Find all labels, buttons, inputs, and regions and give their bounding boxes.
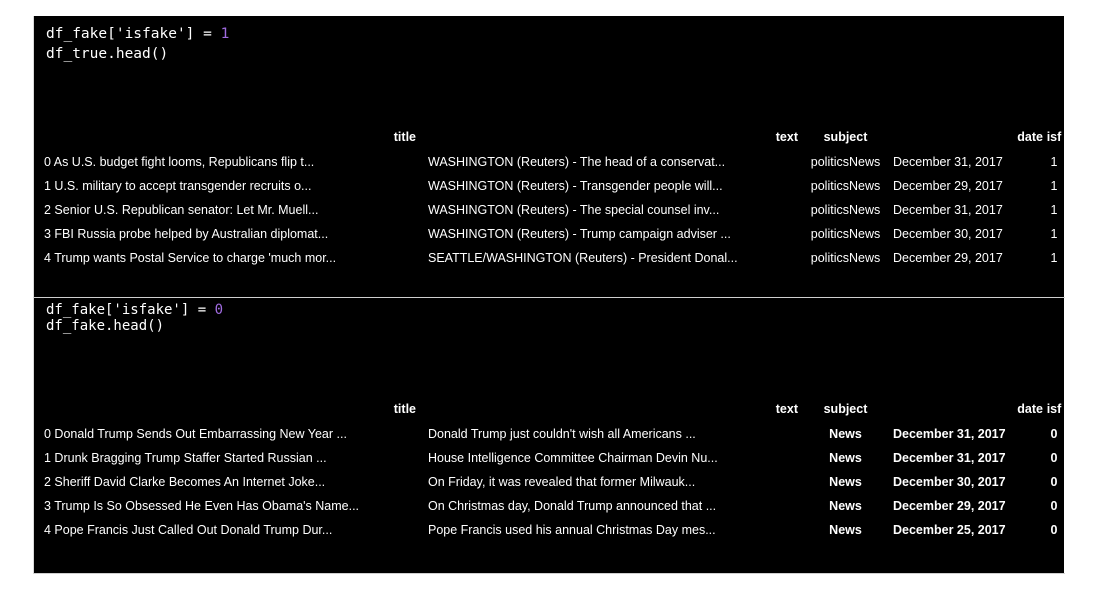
column-header-subject: subject: [823, 402, 868, 416]
cell-subject: News: [829, 499, 862, 513]
cell-date: December 25, 2017: [893, 523, 1006, 537]
cell-subject: News: [829, 427, 862, 441]
cell-text: Pope Francis used his annual Christmas Day mes...: [428, 523, 716, 537]
cell-date: December 31, 2017: [893, 203, 1003, 217]
cell-isfake: 0: [1050, 499, 1058, 513]
table-row: [44, 150, 1065, 174]
table-header-row: [44, 124, 1065, 150]
cell-isfake: 0: [1050, 523, 1058, 537]
cell-title: 4 Pope Francis Just Called Out Donald Trump Dur...: [44, 523, 333, 537]
table-row: [44, 446, 1065, 470]
cell-subject: politicsNews: [810, 227, 881, 241]
cell-date: December 30, 2017: [893, 227, 1003, 241]
cell-text: House Intelligence Committee Chairman Devin Nu...: [428, 451, 718, 465]
table-row: [44, 518, 1065, 542]
dataframe-table: [44, 124, 1065, 270]
cell-text: WASHINGTON (Reuters) - Transgender people will...: [428, 179, 723, 193]
code-line: df_fake['isfake'] = 0: [46, 302, 224, 318]
cell-text: WASHINGTON (Reuters) - Trump campaign adviser ...: [428, 227, 731, 241]
table-row: [44, 174, 1065, 198]
cell-date: December 29, 2017: [893, 251, 1003, 265]
column-header-date: date: [1017, 130, 1043, 144]
code-line: df_fake.head(): [46, 318, 165, 334]
cell-text: On Christmas day, Donald Trump announced that ...: [428, 499, 717, 513]
cell-title: 2 Sheriff David Clarke Becomes An Internet Joke...: [44, 475, 326, 489]
column-header-title: title: [393, 130, 416, 144]
table-row: [44, 222, 1065, 246]
cell-title: 3 FBI Russia probe helped by Australian diplomat...: [44, 227, 329, 241]
notebook-cell-1: [33, 16, 1065, 298]
cell-isfake: 0: [1050, 475, 1058, 489]
column-header-isfake: isf: [1046, 130, 1062, 144]
cell-date: December 29, 2017: [893, 499, 1006, 513]
cell-date: December 31, 2017: [893, 155, 1003, 169]
cell-subject: politicsNews: [810, 179, 881, 193]
column-header-date: date: [1017, 402, 1043, 416]
cell-isfake: 0: [1050, 427, 1058, 441]
table-row: [44, 422, 1065, 446]
cell-subject: politicsNews: [810, 203, 881, 217]
cell-isfake: 1: [1050, 251, 1058, 265]
cell-date: December 30, 2017: [893, 475, 1006, 489]
cell-text: WASHINGTON (Reuters) - The special counsel inv...: [428, 203, 720, 217]
cell-isfake: 1: [1050, 227, 1058, 241]
table-row: [44, 198, 1065, 222]
dataframe-table: [44, 396, 1065, 542]
cell-title: 1 U.S. military to accept transgender recruits o...: [44, 179, 312, 193]
cell-title: 2 Senior U.S. Republican senator: Let Mr. Muell...: [44, 203, 319, 217]
column-header-text: text: [775, 402, 798, 416]
cell-subject: News: [829, 523, 862, 537]
cell-isfake: 1: [1050, 155, 1058, 169]
cell-isfake: 0: [1050, 451, 1058, 465]
code-line: df_true.head(): [46, 46, 169, 62]
number-literal: 1: [220, 26, 230, 42]
cell-isfake: 1: [1050, 203, 1058, 217]
cell-text: On Friday, it was revealed that former Milwauk...: [428, 475, 696, 489]
notebook-cell-2: [33, 298, 1065, 574]
table-row: [44, 470, 1065, 494]
cell-text: SEATTLE/WASHINGTON (Reuters) - President Donal...: [428, 251, 738, 265]
code-line: df_fake['isfake'] = 1: [46, 26, 230, 42]
cell-subject: News: [829, 475, 862, 489]
column-header-subject: subject: [823, 130, 868, 144]
cell-subject: politicsNews: [810, 155, 881, 169]
code-block[interactable]: [46, 24, 229, 64]
number-literal: 0: [214, 302, 224, 318]
cell-subject: politicsNews: [810, 251, 881, 265]
notebook-output-panel: [33, 16, 1064, 573]
cell-title: 0 Donald Trump Sends Out Embarrassing New Year ...: [44, 427, 347, 441]
cell-title: 0 As U.S. budget fight looms, Republicans flip t...: [44, 155, 315, 169]
cell-subject: News: [829, 451, 862, 465]
cell-date: December 31, 2017: [893, 451, 1006, 465]
table-row: [44, 246, 1065, 270]
cell-title: 1 Drunk Bragging Trump Staffer Started Russian ...: [44, 451, 327, 465]
cell-isfake: 1: [1050, 179, 1058, 193]
cell-text: Donald Trump just couldn't wish all Americans ...: [428, 427, 696, 441]
cell-date: December 31, 2017: [893, 427, 1006, 441]
column-header-title: title: [393, 402, 416, 416]
cell-title: 4 Trump wants Postal Service to charge 'much mor...: [44, 251, 337, 265]
column-header-text: text: [775, 130, 798, 144]
table-header-row: [44, 396, 1065, 422]
cell-title: 3 Trump Is So Obsessed He Even Has Obama's Name...: [44, 499, 360, 513]
table-row: [44, 494, 1065, 518]
cell-text: WASHINGTON (Reuters) - The head of a conservat...: [428, 155, 726, 169]
cell-date: December 29, 2017: [893, 179, 1003, 193]
code-block[interactable]: [46, 302, 223, 334]
column-header-isfake: isf: [1046, 402, 1062, 416]
